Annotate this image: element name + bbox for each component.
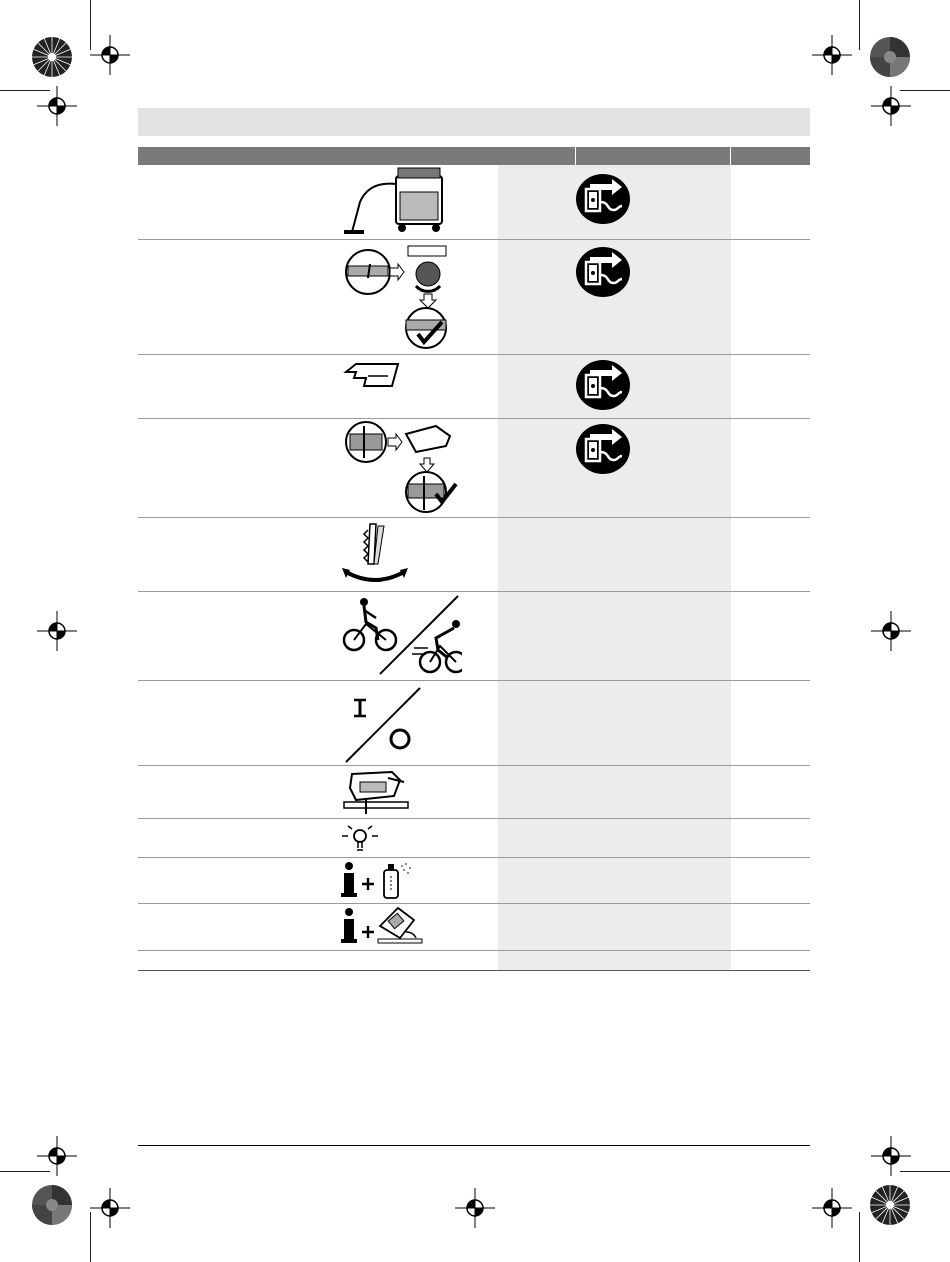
info-blower-icon <box>340 860 416 900</box>
table-header-divider <box>730 147 731 165</box>
saw-blade-change-icon <box>344 242 454 350</box>
registration-mark-icon <box>871 86 911 126</box>
starburst-target-icon <box>30 35 74 79</box>
page-header-bar <box>138 108 810 136</box>
registration-mark-icon <box>37 611 77 651</box>
row-divider <box>138 818 810 819</box>
unplug-plug-icon <box>576 174 631 224</box>
light-bulb-icon <box>340 824 380 854</box>
row-divider <box>138 517 810 518</box>
row-divider <box>138 680 810 681</box>
starburst-target-icon <box>868 1183 912 1227</box>
registration-mark-icon <box>455 1188 495 1228</box>
registration-mark-icon <box>37 86 77 126</box>
vacuum-cleaner-icon <box>338 162 453 237</box>
row-divider <box>138 765 810 766</box>
registration-mark-icon <box>37 1136 77 1176</box>
table-header <box>138 147 810 165</box>
pendulum-action-icon <box>340 520 410 588</box>
table-header-divider <box>575 147 576 165</box>
crop-line <box>859 1212 860 1262</box>
registration-mark-icon <box>871 1136 911 1176</box>
base-plate-icon <box>342 360 402 390</box>
footer-rule <box>138 1145 810 1146</box>
on-off-switch-icon <box>342 684 422 764</box>
row-divider <box>138 591 810 592</box>
unplug-plug-icon <box>576 424 631 474</box>
info-bevel-angle-icon <box>340 906 424 946</box>
unplug-plug-icon <box>576 360 631 410</box>
registration-mark-icon <box>90 35 130 75</box>
unplug-plug-icon <box>576 247 631 297</box>
row-divider <box>138 857 810 858</box>
table-bottom-rule <box>138 970 810 971</box>
bicycle-speed-icon <box>342 594 462 678</box>
registration-mark-icon <box>812 1188 852 1228</box>
row-divider <box>138 418 810 419</box>
row-divider <box>138 239 810 240</box>
color-target-icon <box>868 35 912 79</box>
row-divider <box>138 354 810 355</box>
splinter-guard-icon <box>344 420 459 515</box>
jigsaw-icon <box>342 768 410 814</box>
registration-mark-icon <box>812 35 852 75</box>
registration-mark-icon <box>871 611 911 651</box>
row-divider <box>138 950 810 951</box>
color-target-icon <box>30 1183 74 1227</box>
registration-mark-icon <box>90 1188 130 1228</box>
crop-line <box>859 0 860 50</box>
row-divider <box>138 903 810 904</box>
